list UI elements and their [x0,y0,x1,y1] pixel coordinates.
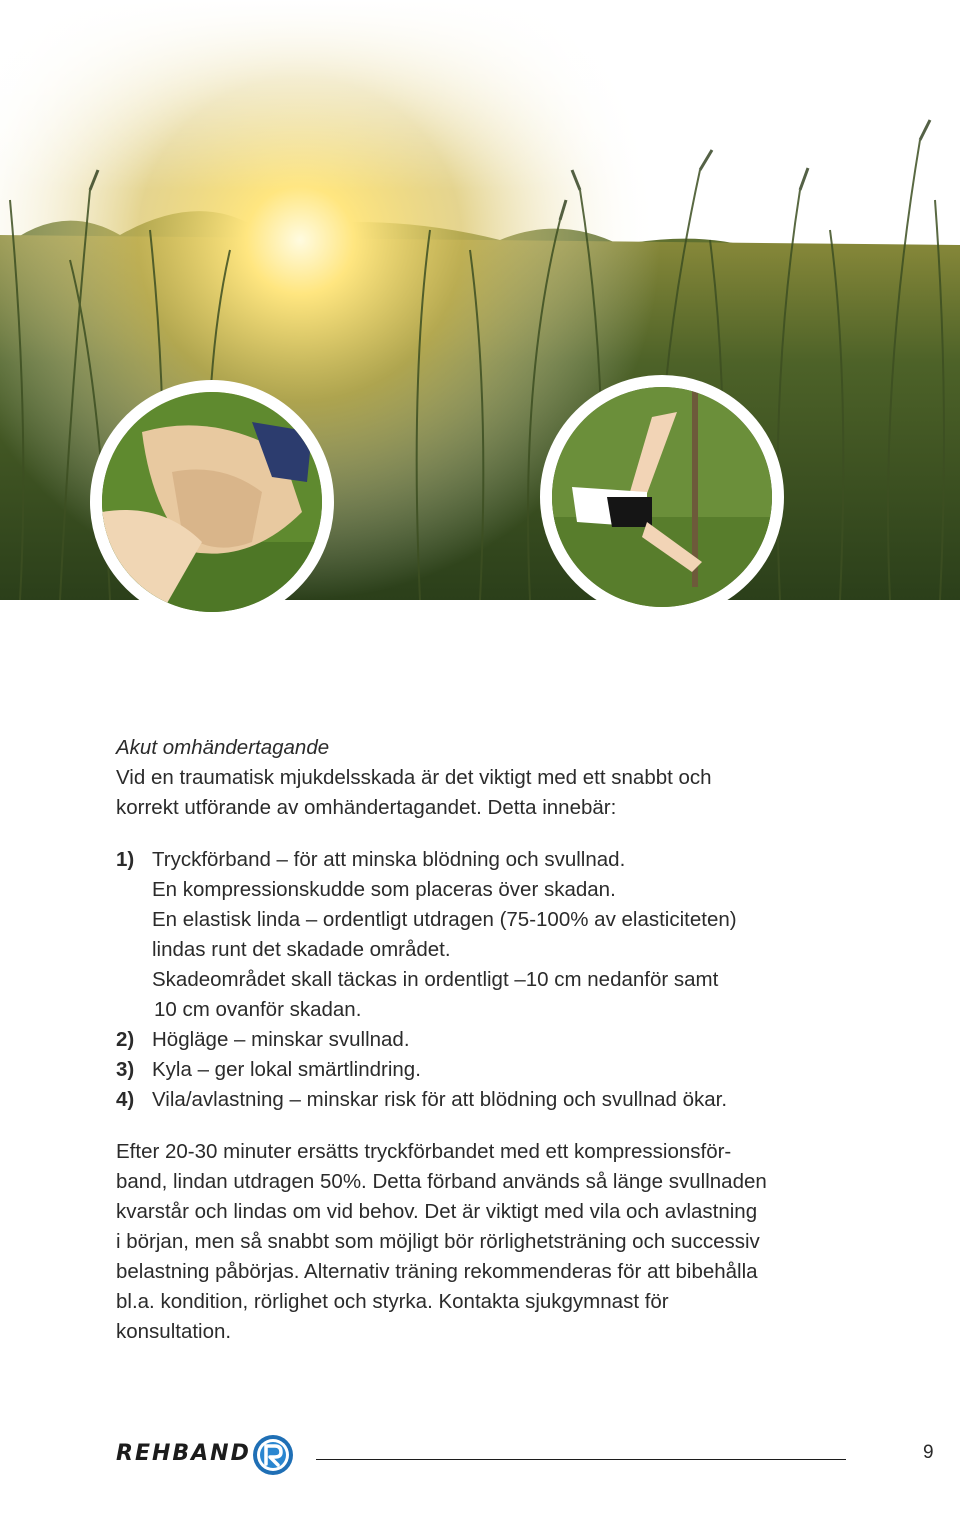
rehband-r-logo-icon [252,1434,294,1481]
list-number: 2) [116,1028,135,1051]
list-text: Vila/avlastning – minskar risk för att blödning och svullnad ökar. [152,1088,728,1111]
list-number: 4) [116,1088,135,1111]
list-number: 3) [116,1058,135,1081]
list-number: 1) [116,848,135,871]
list-item [116,1055,846,1085]
intro-line: korrekt utförande av omhändertagandet. Detta innebär: [116,796,617,819]
list-item [116,1085,846,1115]
brand-wordmark: REHBAND [116,1441,251,1466]
section-heading: Akut omhändertagande [116,736,330,759]
article-body [116,733,846,1347]
list-line: En kompressionskudde som placeras över skadan. [152,878,616,901]
ankle-bandage-photo [90,380,334,624]
athlete-injury-photo [540,375,784,619]
paragraph-line: kvarstår och lindas om vid behov. Det är viktigt med vila och avlastning [116,1200,758,1223]
steps-list [116,845,846,1115]
list-line: Tryckförband – för att minska blödning och svullnad. [152,848,626,871]
list-line: lindas runt det skadade området. [152,938,451,961]
paragraph-line: bl.a. kondition, rörlighet och styrka. Kontakta sjukgymnast för [116,1290,669,1313]
list-text: Högläge – minskar svullnad. [152,1028,410,1051]
paragraph-line: konsultation. [116,1320,232,1343]
page-footer [116,1430,946,1480]
list-item [116,1025,846,1055]
followup-paragraph [116,1137,846,1347]
intro-line: Vid en traumatisk mjukdelsskada är det viktigt med ett snabbt och [116,766,712,789]
paragraph-line: i början, men så snabbt som möjligt bör rörlighetsträning och successiv [116,1230,760,1253]
list-line: Skadeområdet skall täckas in ordentligt –10 cm nedanför samt [152,968,719,991]
paragraph-line: belastning påbörjas. Alternativ träning rekommenderas för att bibehålla [116,1260,758,1283]
paragraph-line: Efter 20-30 minuter ersätts tryckförbandet med ett kompressionsför- [116,1140,732,1163]
page-number: 9 [923,1442,934,1463]
paragraph-line: band, lindan utdragen 50%. Detta förband används så länge svullnaden [116,1170,767,1193]
footer-rule [316,1459,846,1460]
list-text [152,845,846,1025]
list-text: Kyla – ger lokal smärtlindring. [152,1058,421,1081]
list-line: En elastisk linda – ordentligt utdragen (75-100% av elasticiteten) [152,908,737,931]
list-item [116,845,846,1025]
list-line: 10 cm ovanför skadan. [154,998,362,1021]
